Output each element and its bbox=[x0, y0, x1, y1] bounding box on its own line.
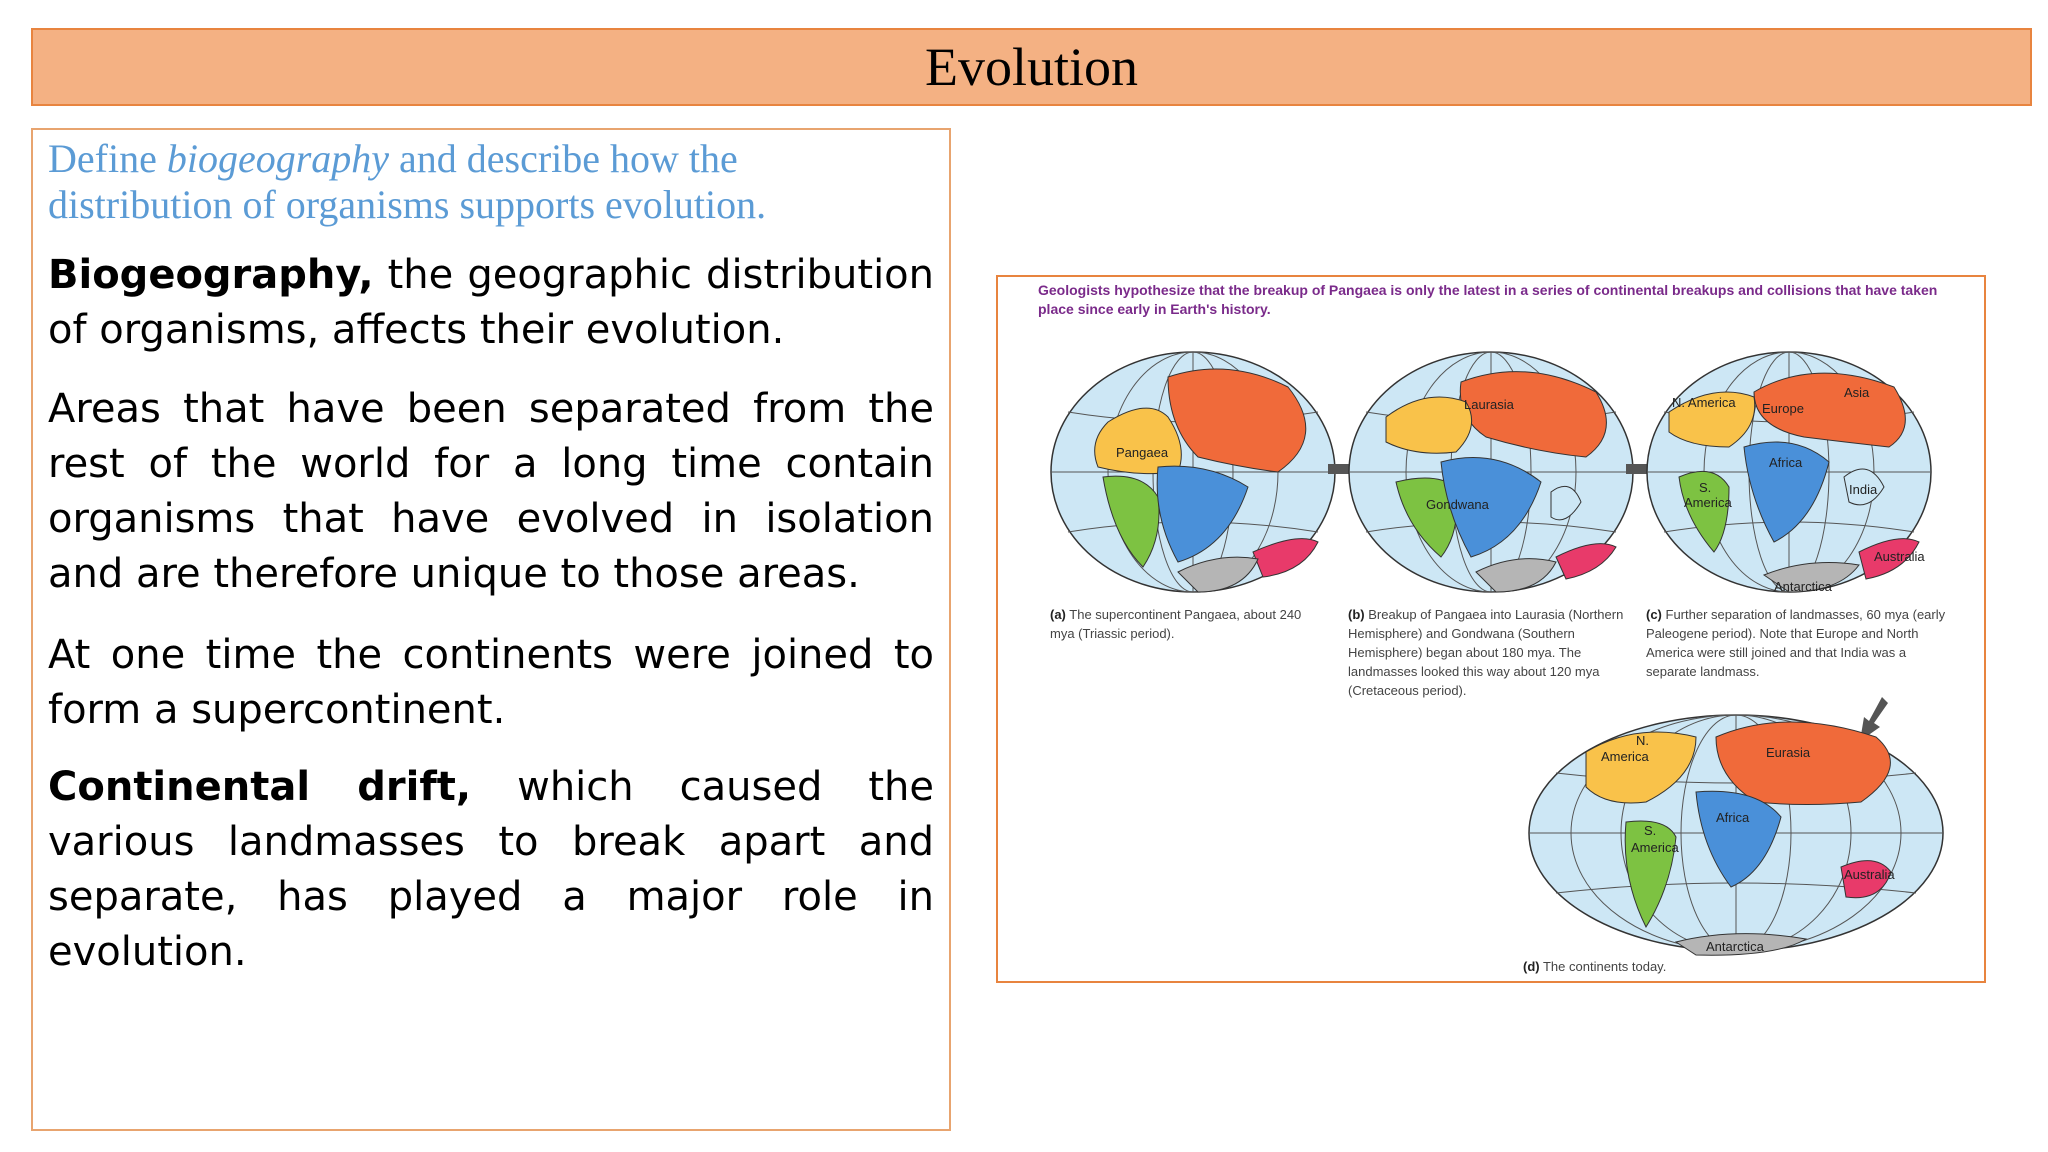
objective-italic: biogeography bbox=[166, 136, 390, 181]
label-eurasia: Eurasia bbox=[1766, 745, 1811, 760]
label-s: S. bbox=[1644, 823, 1657, 838]
label-s: S. bbox=[1699, 480, 1712, 495]
caption-text: The continents today. bbox=[1539, 959, 1667, 974]
label-america: America bbox=[1631, 840, 1679, 855]
slide-title: Evolution bbox=[925, 37, 1138, 97]
caption-letter: (c) bbox=[1646, 607, 1662, 622]
caption-b bbox=[1348, 605, 1628, 700]
label-africa: Africa bbox=[1716, 810, 1750, 825]
term-biogeography: Biogeography, bbox=[48, 252, 374, 298]
paragraph-text: Areas that have been separated from the rest of the world for a long time contain organisms that have evolved in isolation and are therefore unique to those areas. bbox=[48, 386, 934, 597]
label-australia: Australia bbox=[1844, 867, 1895, 882]
paragraph-text: At one time the continents were joined to form a supercontinent. bbox=[48, 632, 934, 733]
label-america: America bbox=[1601, 749, 1649, 764]
learning-objective bbox=[48, 136, 928, 228]
paragraph-text: which caused the various landmasses to break apart and separate, has played a major role in evolution. bbox=[48, 764, 934, 975]
objective-text-2: and describe how the distribution of organisms supports evolution. bbox=[48, 136, 767, 227]
objective-text: Define bbox=[48, 136, 167, 181]
globe-today bbox=[1526, 707, 1946, 959]
figure-header: Geologists hypothesize that the breakup of Pangaea is only the latest in a series of continental breakups and collisions that have taken place since early in Earth's history. bbox=[1038, 282, 1938, 317]
label-africa: Africa bbox=[1769, 455, 1803, 470]
caption-d bbox=[1523, 957, 1773, 976]
caption-a bbox=[1050, 605, 1320, 643]
label-australia: Australia bbox=[1874, 549, 1925, 564]
globe-laurasia-gondwana bbox=[1346, 347, 1636, 597]
paragraph-biogeography bbox=[48, 248, 934, 358]
caption-letter: (b) bbox=[1348, 607, 1365, 622]
label-india: India bbox=[1849, 482, 1878, 497]
caption-c bbox=[1646, 605, 1946, 681]
label-antarctica: Antarctica bbox=[1706, 939, 1764, 954]
slide-title-bar bbox=[31, 28, 2032, 106]
landmass-north bbox=[1716, 722, 1890, 805]
label-gondwana: Gondwana bbox=[1426, 497, 1489, 512]
caption-text: Breakup of Pangaea into Laurasia (Northern Hemisphere) and Gondwana (Southern Hemisphere) began about 180 mya. The landmasses looked this way about 120 mya (Cretaceous period). bbox=[1348, 607, 1624, 698]
caption-letter: (a) bbox=[1050, 607, 1066, 622]
label-america: America bbox=[1684, 495, 1732, 510]
caption-letter: (d) bbox=[1523, 959, 1540, 974]
text-panel bbox=[31, 128, 951, 1131]
continental-drift-figure bbox=[996, 275, 1986, 983]
paragraph-continental-drift bbox=[48, 760, 934, 980]
globe-paleogene bbox=[1644, 347, 1934, 597]
term-continental-drift: Continental drift, bbox=[48, 764, 472, 810]
paragraph-isolation bbox=[48, 382, 934, 602]
paragraph-supercontinent bbox=[48, 628, 934, 738]
paragraph-text: the geographic distribution of organisms, affects their evolution. bbox=[48, 252, 934, 353]
label-n: N. bbox=[1636, 733, 1649, 748]
label-n-america: N. America bbox=[1672, 395, 1736, 410]
label-asia: Asia bbox=[1844, 385, 1870, 400]
caption-text: Further separation of landmasses, 60 mya (early Paleogene period). Note that Europe and North America were still joined and that India was a separate landmass. bbox=[1646, 607, 1946, 679]
caption-text: The supercontinent Pangaea, about 240 mya (Triassic period). bbox=[1050, 607, 1302, 641]
globe-pangaea bbox=[1048, 347, 1338, 597]
label-pangaea: Pangaea bbox=[1116, 445, 1169, 460]
label-laurasia: Laurasia bbox=[1464, 397, 1514, 412]
label-antarctica: Antarctica bbox=[1774, 579, 1832, 594]
label-europe: Europe bbox=[1762, 401, 1804, 416]
